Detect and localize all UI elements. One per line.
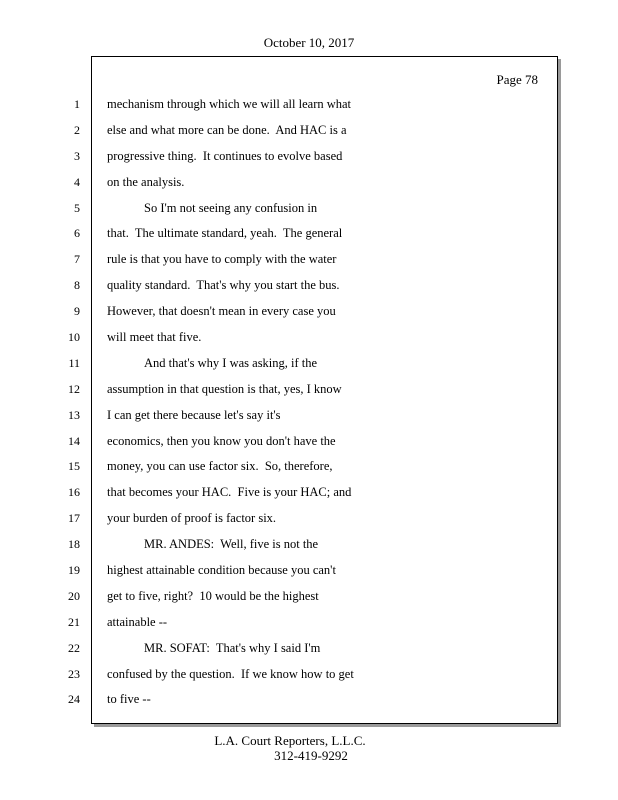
transcript-line: progressive thing. It continues to evolve based (107, 148, 343, 163)
footer-phone: 312-419-9292 (274, 748, 348, 763)
transcript-line: assumption in that question is that, yes, I know (107, 381, 342, 396)
line-number: 15 (68, 459, 80, 474)
header-date: October 10, 2017 (263, 35, 355, 50)
transcript-line: quality standard. That's why you start the bus. (107, 278, 340, 293)
transcript-line: money, you can use factor six. So, therefore, (107, 459, 333, 474)
footer-company: L.A. Court Reporters, L.L.C. (214, 733, 366, 748)
line-number: 6 (74, 226, 80, 241)
line-number: 16 (68, 485, 80, 500)
transcript-line: And that's why I was asking, if the (144, 355, 318, 370)
transcript-line: get to five, right? 10 would be the highest (107, 588, 319, 603)
transcript-line: mechanism through which we will all learn what (107, 97, 352, 111)
transcript-line: your burden of proof is factor six. (107, 511, 277, 526)
line-number: 21 (68, 614, 80, 629)
line-number: 23 (68, 666, 80, 681)
line-number: 3 (74, 148, 80, 163)
line-number: 11 (68, 355, 80, 370)
transcript-line: that. The ultimate standard, yeah. The general (107, 226, 343, 241)
line-number: 8 (74, 278, 80, 293)
line-number: 7 (74, 252, 80, 267)
page-number: Page 78 (496, 72, 538, 87)
transcript-line: to five -- (107, 692, 151, 707)
transcript-line: I can get there because let's say it's (107, 407, 281, 422)
line-number: 4 (74, 174, 80, 189)
transcript-line: So I'm not seeing any confusion in (144, 200, 318, 215)
line-number-column (50, 92, 80, 713)
transcript-line: economics, then you know you don't have the (107, 433, 336, 448)
transcript-line: confused by the question. If we know how to get (107, 666, 354, 681)
transcript-line: highest attainable condition because you can't (107, 563, 336, 578)
line-number: 19 (68, 563, 80, 578)
transcript-text (107, 92, 537, 713)
transcript-line: MR. SOFAT: That's why I said I'm (144, 640, 321, 655)
line-number: 12 (68, 381, 80, 396)
transcript-line: else and what more can be done. And HAC is a (107, 122, 347, 137)
transcript-line: attainable -- (107, 614, 168, 629)
transcript-line: MR. ANDES: Well, five is not the (144, 537, 319, 552)
line-number: 5 (74, 200, 80, 215)
line-number: 9 (74, 304, 80, 319)
transcript-line: on the analysis. (107, 174, 185, 189)
transcript-line: that becomes your HAC. Five is your HAC; and (107, 485, 352, 500)
line-number: 1 (74, 97, 80, 111)
line-number: 24 (68, 692, 80, 707)
line-number: 22 (68, 640, 80, 655)
line-number: 14 (68, 433, 80, 448)
line-number: 18 (68, 537, 80, 552)
transcript-line: rule is that you have to comply with the water (107, 252, 337, 267)
line-number: 17 (68, 511, 80, 526)
line-number: 2 (74, 122, 80, 137)
line-number: 20 (68, 588, 80, 603)
line-number: 10 (68, 330, 80, 345)
transcript-line: However, that doesn't mean in every case you (107, 304, 336, 319)
transcript-line: will meet that five. (107, 330, 202, 345)
line-number: 13 (68, 407, 80, 422)
